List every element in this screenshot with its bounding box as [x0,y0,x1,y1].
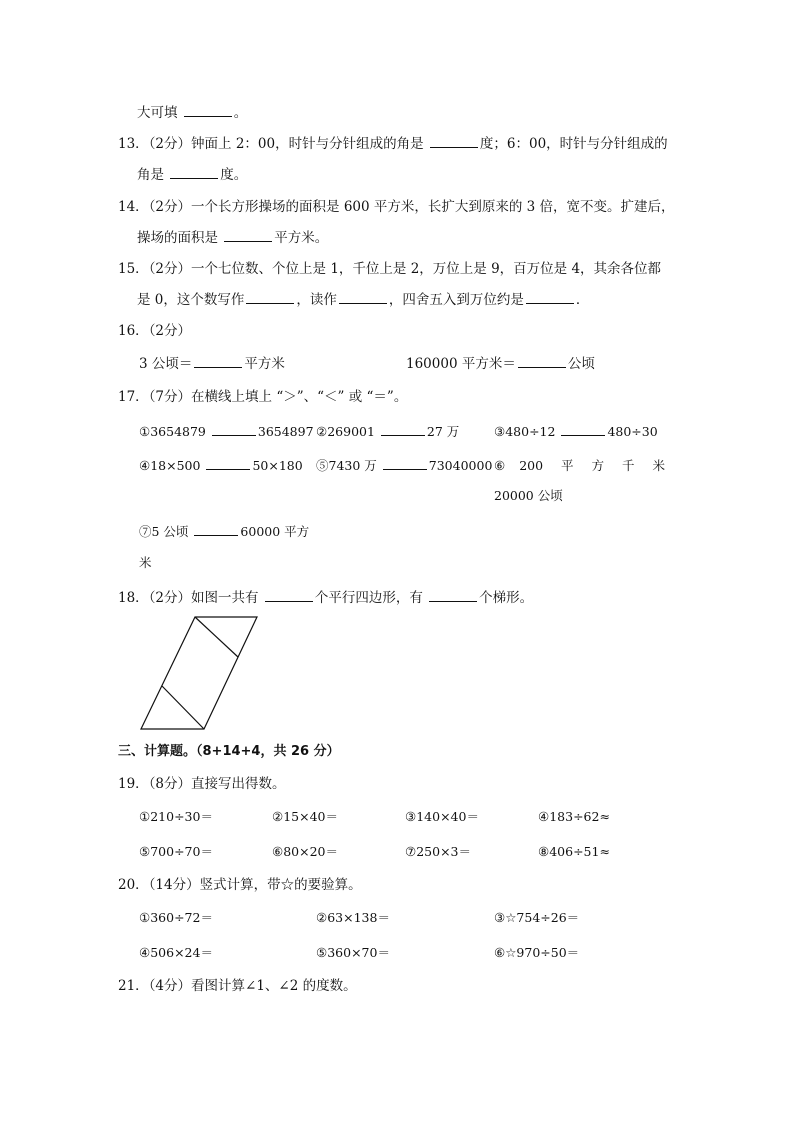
q20-item-1: ①360÷72＝ [139,910,213,925]
q13-text-2: 度；6：00，时针与分针组成的 [479,136,668,152]
q15-blank-1[interactable] [246,303,294,304]
q19-text: 直接写出得数。 [191,776,286,792]
q17-item-3 [494,423,658,441]
q13-blank-2[interactable] [170,178,218,179]
q20-line1 [118,876,362,894]
q14-text-2: 操场的面积是 [137,230,218,246]
q18-blank-2[interactable] [429,601,477,602]
q14-text-3: 平方米。 [274,230,329,246]
q17-item-5 [316,457,492,475]
q19-score: （8分） [148,776,192,792]
q19-item-7: ⑦250×3＝ [405,844,471,859]
q18-line1 [118,589,533,607]
q17-i7-blank[interactable] [194,535,238,536]
q21-line1 [118,977,357,995]
q17-text: 在横线上填上 “＞”、“＜” 或 “＝”。 [191,389,408,405]
q14-score: （2分） [148,199,192,215]
q16-b-text: 160000 平方米＝ [406,356,516,372]
q15-number: 15． [118,261,149,277]
q17-item-7 [139,523,309,541]
q21-text: 看图计算∠1、∠2 的度数。 [191,978,357,994]
q15-text-4: ，四舍五入到万位约是 [388,292,524,308]
q19-item-6: ⑥80×20＝ [272,844,338,859]
q16-a-text: 3 公顷＝ [139,356,193,372]
q17-i1-blank[interactable] [212,435,256,436]
q17-i3-right: 480÷30 [607,424,658,439]
q17-line1 [118,388,407,406]
q15-blank-3[interactable] [526,303,574,304]
q19-line1 [118,775,286,793]
q18-text-2: 个平行四边形，有 [314,590,423,606]
q17-score: （7分） [148,389,192,405]
q14-text: 一个长方形操场的面积是 600 平方米，长扩大到原来的 3 倍，宽不变。扩建后， [191,199,675,215]
q14-blank[interactable] [224,241,272,242]
q16-item-a [139,355,285,373]
q19-item-8: ⑧406÷51≈ [538,844,610,859]
q17-item-1 [139,423,314,441]
q13-blank-1[interactable] [430,147,478,148]
q16-b-blank[interactable] [518,367,566,368]
q18-text: 如图一共有 [191,590,259,606]
q17-i6-char-1: 平 [561,458,574,473]
q20-item-6: ⑥☆970÷50＝ [494,945,580,960]
q13-line1 [118,135,668,153]
q17-item-2 [316,423,459,441]
section-3-title: 三、计算题。（8+14+4，共 26 分） [118,744,340,759]
q20-text: 竖式计算，带☆的要验算。 [199,877,362,893]
q17-i6-number: 200 [519,458,544,473]
q14-line1 [118,198,675,216]
q20-item-5: ⑤360×70＝ [316,945,390,960]
q18-line-top [195,617,238,657]
q17-i5-right: 73040000 [428,458,493,473]
q16-a-unit: 平方米 [244,356,285,372]
q15-text: 一个七位数、个位上是 1，千位上是 2，万位上是 9，百万位是 4，其余各位都 [191,261,662,277]
q17-item-6-line2 [494,487,563,505]
q17-i6-char-4: 米 [652,458,666,473]
q17-i3-left: ③480÷12 [494,424,556,439]
q20-item-2: ②63×138＝ [316,910,390,925]
q13-number: 13． [118,136,149,152]
q13-text: 钟面上 2：00，时针与分针组成的角是 [191,136,424,152]
q16-score: （2分） [148,323,192,339]
q13-text-3: 角是 [137,167,164,183]
q15-text-3: ，读作 [296,292,337,308]
q18-line-bottom [162,686,204,729]
q18-figure [135,612,265,736]
q12-blank[interactable] [184,116,232,117]
q17-i6-right: 20000 公顷 [494,488,563,503]
q14-line2 [137,229,328,247]
q12-text: 大可填 [137,105,178,121]
q14-number: 14． [118,199,149,215]
q20-item-4: ④506×24＝ [139,945,213,960]
q15-text-2: 是 0，这个数写作 [137,292,245,308]
q15-blank-2[interactable] [339,303,387,304]
q16-b-unit: 公顷 [567,356,595,372]
q19-item-3: ③140×40＝ [405,809,479,824]
q19-item-2: ②15×40＝ [272,809,338,824]
q16-line1 [118,322,191,340]
q17-i6-char-3: 千 [622,458,635,473]
q19-item-4: ④183÷62≈ [538,809,610,824]
q21-number: 21． [118,978,149,994]
q17-i6-marker: ⑥ [494,458,506,473]
q12-line [137,104,247,122]
q15-score: （2分） [148,261,192,277]
q17-i4-blank[interactable] [206,469,250,470]
q16-number: 16． [118,323,149,339]
q19-item-5: ⑤700÷70＝ [139,844,213,859]
q13-score: （2分） [148,136,192,152]
q13-line2 [137,166,247,184]
q13-text-4: 度。 [220,167,248,183]
q17-i6-char-2: 方 [591,458,605,473]
parallelogram-shape [141,617,257,729]
q17-i5-blank[interactable] [383,469,427,470]
q17-i1-left: ①3654879 [139,424,206,439]
q17-i2-right: 27 万 [426,424,460,439]
q17-i1-right: 3654897 [257,424,314,439]
q18-score: （2分） [148,590,192,606]
q17-item-6 [494,457,674,475]
q18-text-3: 个梯形。 [479,590,534,606]
q17-i7-right: 60000 平方 [240,524,310,539]
q16-item-b [406,355,595,373]
q17-item-7-line2 [139,554,152,572]
q17-i7-unit: 米 [139,555,152,570]
q15-line1 [118,260,661,278]
q17-i4-right: 50×180 [252,458,303,473]
q17-number: 17． [118,389,149,405]
q16-a-blank[interactable] [194,367,242,368]
q12-end: 。 [233,105,248,121]
q17-i2-blank[interactable] [381,435,425,436]
q18-blank-1[interactable] [265,601,313,602]
q20-item-3: ③☆754÷26＝ [494,910,580,925]
q21-score: （4分） [148,978,192,994]
q17-i7-left: ⑦5 公顷 [139,524,189,539]
q17-item-4 [139,457,303,475]
q18-number: 18． [118,590,149,606]
q15-text-5: ． [575,292,590,308]
q17-i4-left: ④18×500 [139,458,201,473]
q19-item-1: ①210÷30＝ [139,809,213,824]
q17-i3-blank[interactable] [561,435,605,436]
q19-number: 19． [118,776,149,792]
q17-i2-left: ②269001 [316,424,375,439]
q15-line2 [137,291,589,309]
q17-i5-left: ⑤7430 万 [316,458,377,473]
q20-number: 20． [118,877,149,893]
q20-score: （14分） [148,877,200,893]
